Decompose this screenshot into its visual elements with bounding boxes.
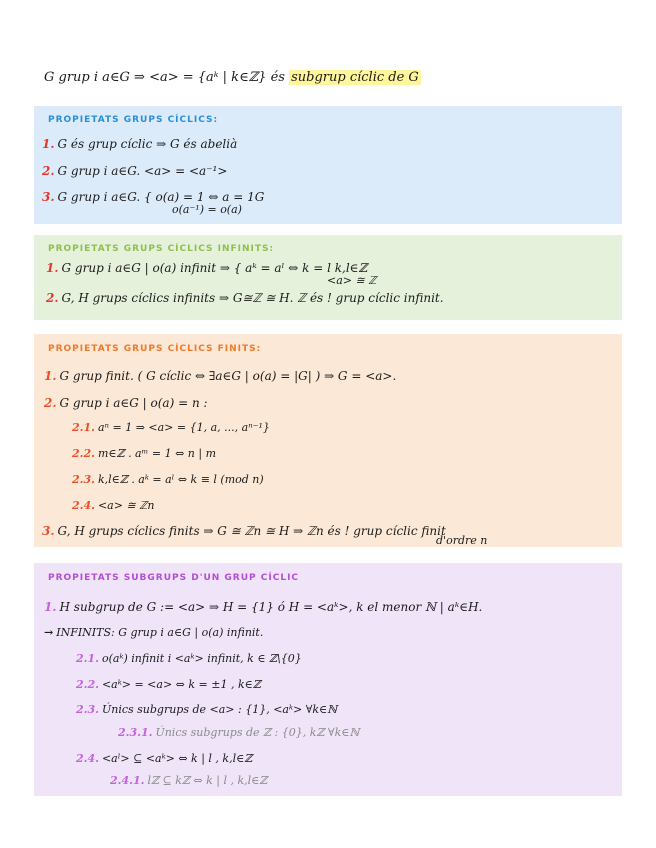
intro-text: G grup i a∈G ⇒ <a> = {aᵏ | k∈ℤ} és [44, 70, 285, 85]
section-title: PROPIETATS SUBGRUPS D'UN GRUP CÍCLIC [48, 573, 300, 583]
list-item-extra: d'ordre n [436, 534, 488, 547]
list-item: 2.3. Únics subgrups de <a> : {1}, <aᵏ> ∀k∈ℕ [76, 703, 338, 716]
list-item: 2.2. <aᵏ> = <a> ⇔ k = ±1 , k∈ℤ [76, 678, 261, 691]
list-item: 3. G, H grups cíclics finits ⇒ G ≅ ℤn ≅ H ⇒ ℤn és ! grup cíclic finit [42, 524, 446, 538]
list-item: 1. G és grup cíclic ⇒ G és abelià [42, 137, 238, 151]
section-infinite-cyclic-groups [34, 235, 622, 320]
list-item: 1. H subgrup de G := <a> ⇒ H = {1} ó H = <aᵏ>, k el menor ℕ | aᵏ∈H. [44, 600, 483, 614]
list-item: 2. G grup i a∈G | o(a) = n : [44, 396, 208, 410]
intro-line [44, 70, 421, 85]
list-item: 2.3. k,l∈ℤ . aᵏ = aˡ ⇔ k ≡ l (mod n) [72, 473, 264, 486]
list-item-extra: <a> ≅ ℤ [327, 274, 377, 287]
list-item: → INFINITS: G grup i a∈G | o(a) infinit. [44, 626, 264, 639]
list-item: 2. G, H grups cíclics infinits ⇒ G≅ℤ ≅ H. ℤ és ! grup cíclic infinit. [46, 291, 444, 305]
list-item: 2. G grup i a∈G. <a> = <a⁻¹> [42, 164, 228, 178]
section-title: PROPIETATS GRUPS CÍCLICS: [48, 115, 219, 125]
list-item: 1. G grup finit. ( G cíclic ⇔ ∃a∈G | o(a) = |G| ) ⇒ G = <a>. [44, 369, 397, 383]
list-item: 2.4. <aˡ> ⊆ <aᵏ> ⇔ k | l , k,l∈ℤ [76, 752, 253, 765]
list-item: 1. G grup i a∈G | o(a) infinit ⇒ { aᵏ = aˡ ⇔ k = l k,l∈ℤ [46, 261, 368, 275]
section-title: PROPIETATS GRUPS CÍCLICS FINITS: [48, 344, 262, 354]
intro-highlight: subgrup cíclic de G [291, 70, 419, 85]
section-title: PROPIETATS GRUPS CÍCLICS INFINITS: [48, 244, 275, 254]
list-item: 3. G grup i a∈G. { o(a) = 1 ⇔ a = 1G [42, 190, 265, 204]
section-cyclic-subgroups [34, 563, 622, 796]
section-cyclic-groups [34, 106, 622, 224]
list-item: 2.3.1. Únics subgrups de ℤ : {0}, kℤ ∀k∈ℕ [118, 726, 360, 739]
list-item: 2.4. <a> ≅ ℤn [72, 499, 155, 512]
list-item: 2.4.1. lℤ ⊆ kℤ ⇔ k | l , k,l∈ℤ [110, 774, 268, 787]
list-item: 2.1. aⁿ = 1 ⇒ <a> = {1, a, ..., aⁿ⁻¹} [72, 421, 270, 434]
section-finite-cyclic-groups [34, 334, 622, 547]
list-item: 2.2. m∈ℤ . aᵐ = 1 ⇔ n | m [72, 447, 216, 460]
list-item: 2.1. o(aᵏ) infinit i <aᵏ> infinit, k ∈ ℤ\{0} [76, 652, 302, 665]
list-item: o(a⁻¹) = o(a) [172, 203, 242, 216]
